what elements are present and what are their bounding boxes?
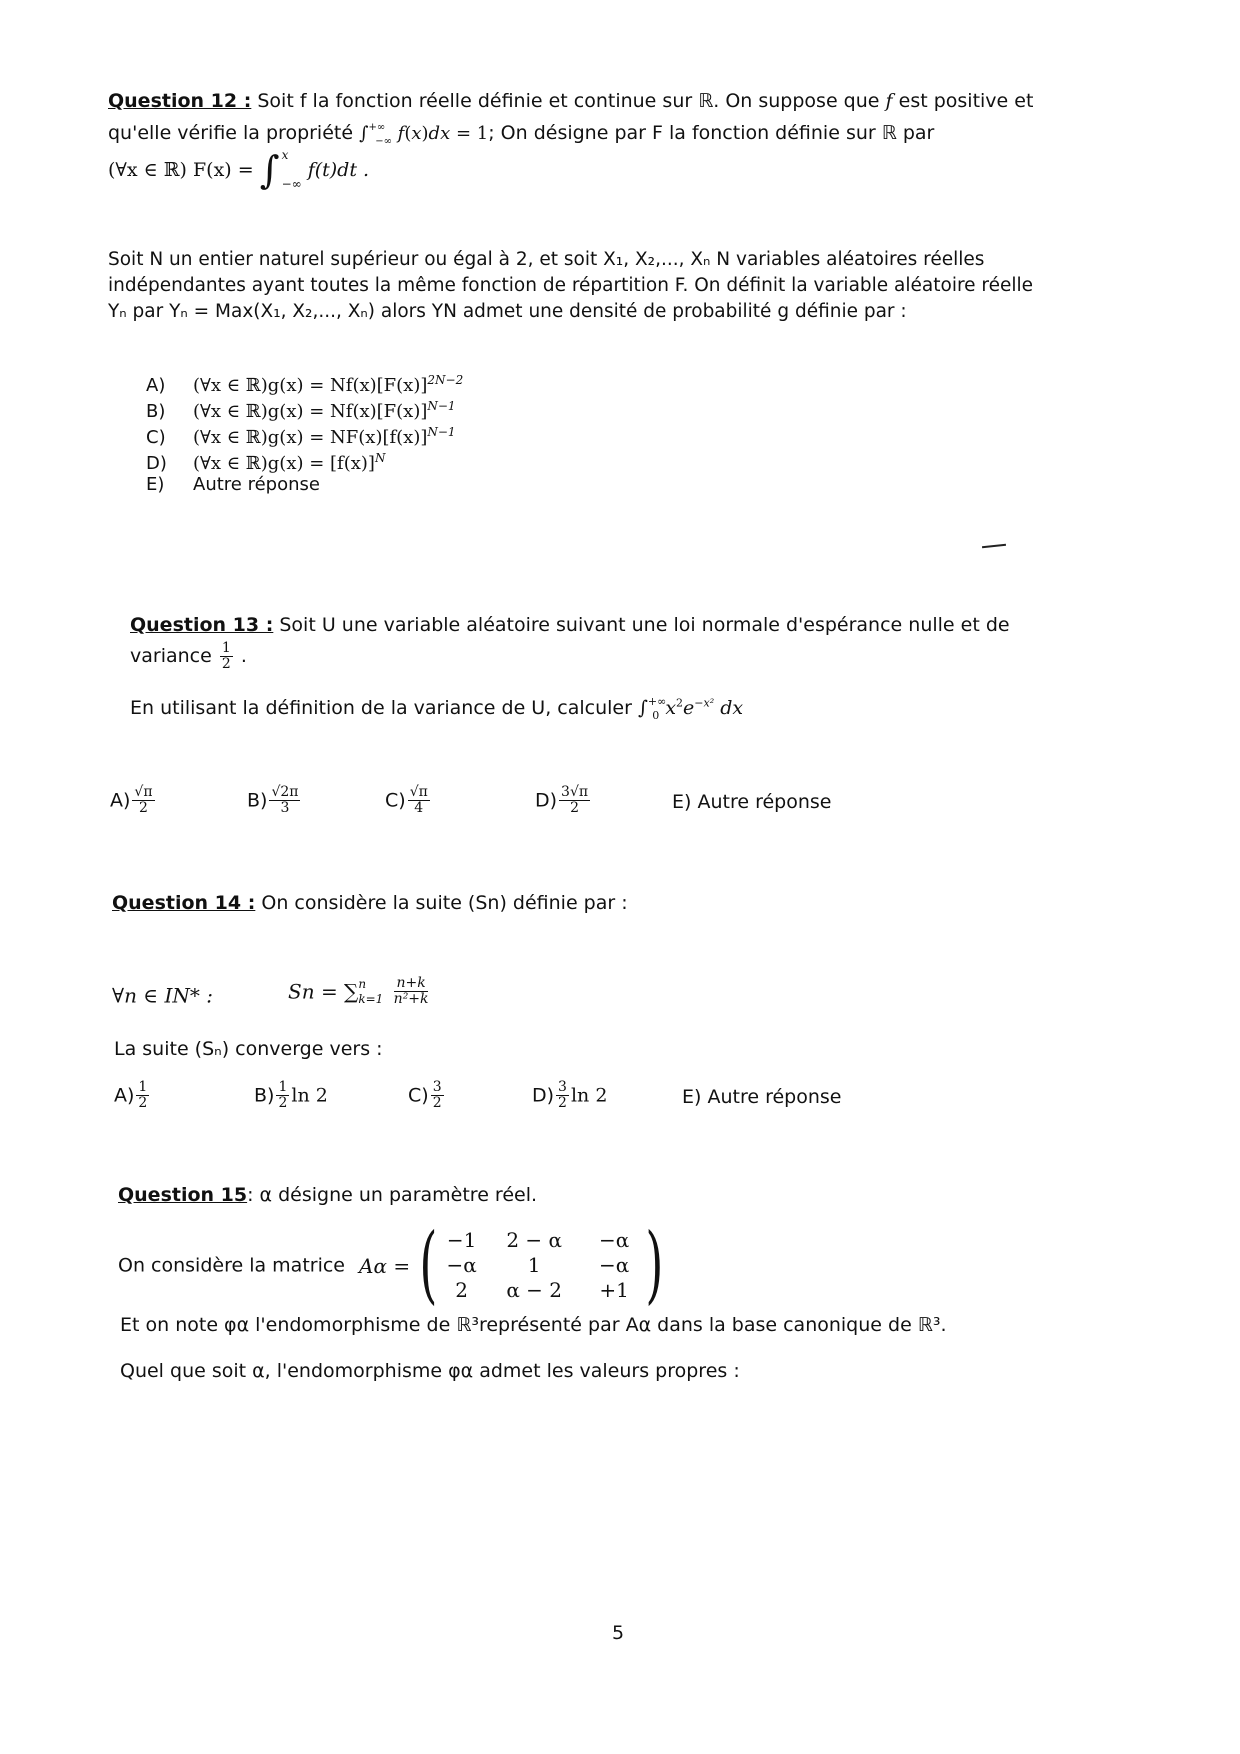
integral-sign: ∫	[259, 148, 280, 192]
q12-option-b	[146, 396, 463, 422]
option-den: 2	[558, 1095, 567, 1111]
q13-option-a	[110, 785, 157, 816]
matrix-grid	[422, 1228, 661, 1303]
option-den: 2	[432, 1095, 442, 1111]
q12-f-symbol: f	[885, 90, 893, 112]
option-text: (∀x ∈ ℝ)g(x) = [f(x)]	[193, 453, 375, 474]
q12-option-c	[146, 422, 463, 448]
option-letter: D)	[532, 1084, 555, 1107]
option-den: 4	[414, 800, 424, 816]
option-num: 3	[558, 1079, 567, 1095]
q14-label: Question 14 :	[112, 892, 256, 914]
matrix-cell: 1	[527, 1253, 541, 1277]
option-exponent: N−1	[427, 399, 456, 413]
paren-left: (	[419, 1215, 438, 1313]
option-letter: A)	[110, 789, 131, 812]
option-num: 1	[138, 1079, 148, 1095]
q13-integral: $\int^{+\infty}_0$ $x^2e^{-x^2}$ dx	[637, 695, 744, 722]
q12-label: Question 12 :	[108, 90, 252, 112]
option-den: 2	[570, 800, 580, 816]
option-den: 2	[139, 800, 148, 816]
option-num: 3√π	[561, 784, 589, 800]
option-den: 3	[280, 800, 290, 816]
matrix-cell: −α	[599, 1253, 630, 1277]
q13-label: Question 13 :	[130, 614, 274, 636]
option-letter: B)	[254, 1084, 275, 1107]
option-den: 2	[138, 1095, 148, 1111]
matrix-cell: 2	[455, 1278, 469, 1302]
option-den: 2	[278, 1095, 288, 1111]
q12-line1	[108, 88, 1033, 115]
q12-options	[146, 370, 463, 495]
scan-mark	[982, 544, 1006, 548]
option-letter: E)	[146, 474, 165, 495]
matrix-cell: +1	[599, 1278, 629, 1302]
fraction-num: n+k	[396, 975, 426, 991]
option-letter: A)	[146, 375, 166, 396]
q12-def-integrand: f(t)dt .	[307, 159, 370, 181]
q12-para-line-1: Soit N un entier naturel supérieur ou égal à 2, et soit X₁, X₂,..., Xₙ N variables aléatoires réelles	[108, 249, 985, 270]
q13-option-b	[247, 785, 302, 816]
q14-options	[114, 1080, 914, 1130]
q14-option-e: E) Autre réponse	[682, 1086, 842, 1108]
q13-line1	[130, 612, 1010, 639]
option-suffix: ln 2	[570, 1084, 608, 1107]
q14-option-c	[408, 1080, 446, 1111]
q12-def-lhs: (∀x ∈ ℝ) F(x) =	[108, 159, 254, 181]
q15-matrix	[419, 1215, 664, 1313]
q14-text-1: On considère la suite (Sn) définie par :	[261, 892, 628, 914]
sum-limits: n k=1	[358, 976, 384, 1006]
q12-paragraph	[108, 247, 1033, 325]
q13-option-e: E) Autre réponse	[672, 791, 832, 813]
paren-right: )	[645, 1215, 664, 1313]
q14-sum	[288, 976, 433, 1007]
fraction-den: n²+k	[393, 991, 429, 1007]
page-number: 5	[612, 1622, 625, 1644]
option-num: √π	[134, 784, 153, 800]
q15-matrix-name: Aα =	[359, 1253, 411, 1278]
q12-option-e	[146, 474, 463, 495]
q14-option-a	[114, 1080, 151, 1111]
q13-options	[110, 785, 930, 835]
matrix-cell: −1	[446, 1228, 477, 1252]
matrix-cell: −α	[446, 1253, 477, 1277]
option-letter: B)	[146, 401, 166, 422]
option-text: (∀x ∈ ℝ)g(x) = Nf(x)[F(x)]	[193, 375, 428, 396]
q14-line1	[112, 890, 628, 917]
q14-fraction	[392, 976, 431, 1007]
q12-text-2a: qu'elle vérifie la propriété	[108, 122, 354, 144]
option-letter: D)	[535, 789, 558, 812]
q13-option-c	[385, 785, 432, 816]
q14-option-d	[532, 1080, 607, 1111]
option-num: √2π	[271, 784, 299, 800]
q15-label: Question 15	[118, 1184, 248, 1206]
matrix-cell: −α	[599, 1228, 630, 1252]
q15-matrix-line	[118, 1215, 664, 1313]
q12-text-2b: ; On désigne par F la fonction définie sur ℝ par	[488, 122, 935, 144]
option-num: 1	[278, 1079, 288, 1095]
q12-integral-property: $\int^{+\infty}_{-\infty}$ f(x)dx = 1	[359, 122, 489, 147]
q14-converge-text: La suite (Sₙ) converge vers :	[114, 1038, 383, 1060]
option-suffix: ln 2	[291, 1084, 328, 1107]
option-text: Autre réponse	[193, 474, 320, 495]
matrix-cell: α − 2	[506, 1278, 563, 1302]
q14-option-b	[254, 1080, 328, 1111]
q12-text-1: Soit f la fonction réelle définie et continue sur ℝ. On suppose que	[257, 90, 880, 112]
option-exponent: N	[374, 451, 386, 465]
matrix-cell: 2 − α	[506, 1228, 563, 1252]
q14-sn: Sn = ∑	[288, 979, 359, 1004]
q12-option-d	[146, 448, 463, 474]
q13-option-d	[535, 785, 592, 816]
q13-text-2: variance	[130, 645, 212, 667]
q15-text-1: : α désigne un paramètre réel.	[247, 1184, 538, 1206]
option-text: (∀x ∈ ℝ)g(x) = NF(x)[f(x)]	[193, 427, 428, 448]
q15-text-4: Quel que soit α, l'endomorphisme φα admet les valeurs propres :	[120, 1360, 740, 1382]
q13-text-1: Soit U une variable aléatoire suivant une loi normale d'espérance nulle et de	[279, 614, 1010, 636]
q15-matrix-intro: On considère la matrice	[118, 1254, 345, 1277]
option-exponent: 2N−2	[427, 373, 464, 387]
option-text: (∀x ∈ ℝ)g(x) = Nf(x)[F(x)]	[193, 401, 428, 422]
q12-para-line-3: Yₙ par Yₙ = Max(X₁, X₂,..., Xₙ) alors YN admet une densité de probabilité g définie par :	[108, 301, 907, 322]
q14-forall: ∀n ∈ IN* :	[112, 983, 213, 1008]
option-letter: C)	[146, 427, 166, 448]
q15-line1	[118, 1182, 537, 1209]
option-num: √π	[409, 784, 428, 800]
q13-variance-fraction: $\frac{1}{2}$	[221, 640, 231, 672]
integral-limits: x −∞	[281, 148, 302, 191]
q12-para-line-2: indépendantes ayant toutes la même fonction de répartition F. On définit la variable aléatoire réelle	[108, 275, 1034, 296]
option-letter: B)	[247, 789, 268, 812]
q13-text-3: En utilisant la définition de la variance de U, calculer	[130, 697, 632, 719]
q13-line3	[130, 688, 743, 729]
q13-line2: variance $\frac{1}{2}$ .	[130, 640, 247, 672]
option-letter: A)	[114, 1084, 135, 1107]
q12-definition	[108, 148, 369, 192]
q12-text-1-end: est positive et	[898, 90, 1034, 112]
option-exponent: N−1	[427, 425, 456, 439]
q14-definition	[112, 982, 213, 1008]
q12-option-a	[146, 370, 463, 396]
option-letter: C)	[408, 1084, 429, 1107]
option-num: 3	[432, 1079, 442, 1095]
option-letter: C)	[385, 789, 406, 812]
q15-text-3: Et on note φα l'endomorphisme de ℝ³représenté par Aα dans la base canonique de ℝ³.	[120, 1314, 947, 1336]
option-letter: D)	[146, 453, 167, 474]
